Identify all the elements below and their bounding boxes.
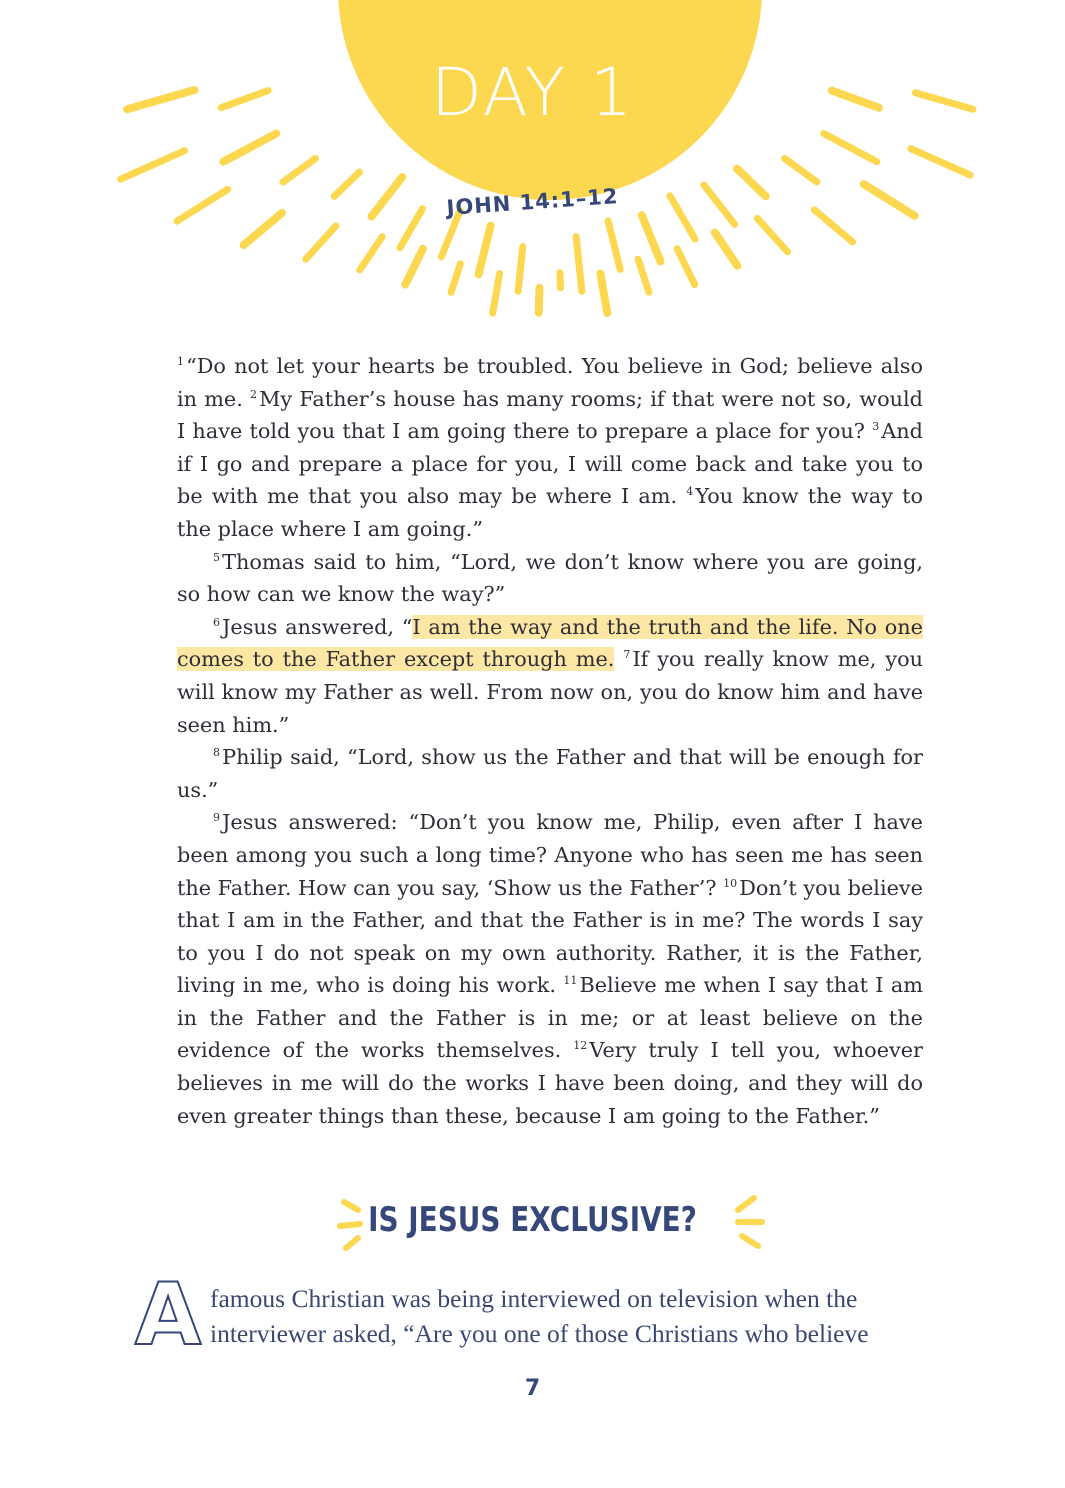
verse-number: 4 bbox=[686, 485, 694, 499]
sun-ray bbox=[518, 247, 523, 292]
verse-number: 7 bbox=[623, 648, 631, 662]
sun-ray bbox=[560, 273, 561, 288]
verse-number: 1 bbox=[177, 355, 184, 368]
sun-ray bbox=[757, 218, 787, 251]
verse-text: Philip said, “Lord, show us the Father and that will be enough for us.” bbox=[177, 745, 923, 802]
section-body-text: famous Christian was being interviewed on television when the interviewer asked, “Are you one of those Christians who believe bbox=[210, 1284, 869, 1348]
scripture-paragraph-5 bbox=[177, 806, 923, 1132]
sun-ray bbox=[814, 210, 852, 242]
sun-ray bbox=[405, 249, 423, 285]
passage-reference: JOHN 14:1–12 bbox=[445, 184, 620, 220]
sun-ray bbox=[334, 172, 359, 196]
sun-ray bbox=[493, 274, 500, 313]
verse-text: You know the way to the place where I am going.” bbox=[177, 484, 923, 541]
sun-ray bbox=[283, 159, 315, 183]
verse-text: And if I go and prepare a place for you, I will come back and take you to be with me that you also may be where I am. bbox=[177, 419, 923, 509]
sun-ray bbox=[677, 249, 695, 285]
page-number: 7 bbox=[524, 1376, 541, 1401]
verse-number: 12 bbox=[573, 1039, 588, 1053]
drop-cap-letter: A bbox=[134, 1265, 202, 1365]
scripture-paragraph-2 bbox=[177, 546, 923, 611]
sun-ray bbox=[715, 233, 737, 266]
day-title: DAY 1 bbox=[431, 54, 634, 131]
verse-number: 2 bbox=[250, 387, 258, 401]
sun-ray bbox=[638, 259, 649, 292]
sun-ray bbox=[824, 134, 877, 162]
verse-text: My Father’s house has many rooms; if that were not so, would I have told you that I am going there to prepare a place for you? bbox=[177, 386, 923, 444]
verse-text: If you really know me, you will know my Father as well. From now on, you do know him and have seen him.” bbox=[177, 647, 923, 737]
scripture-passage bbox=[177, 350, 923, 1132]
section-title: IS JESUS EXCLUSIVE? bbox=[368, 1200, 697, 1240]
verse-number: 8 bbox=[213, 746, 220, 760]
scripture-paragraph-1 bbox=[177, 350, 923, 546]
sun-ray bbox=[608, 221, 620, 270]
sun-ray bbox=[223, 134, 276, 162]
verse-number: 6 bbox=[213, 615, 220, 629]
scripture-paragraph-3 bbox=[177, 611, 923, 741]
sun-ray bbox=[306, 226, 336, 259]
sun-ray bbox=[539, 288, 540, 313]
sun-ray bbox=[576, 237, 582, 292]
verse-text: Believe me when I say that I am in the Father and the Father is in me; or at least believe on the evidence of the works themselves. bbox=[177, 973, 923, 1063]
verse-number: 10 bbox=[723, 876, 738, 890]
section-heading bbox=[0, 1196, 1065, 1256]
verse-number: 5 bbox=[213, 550, 220, 564]
sun-ray bbox=[642, 215, 661, 261]
sun-ray bbox=[360, 237, 382, 270]
highlighted-verse-text: I am the way and the truth and the life. No one comes to the Father except through me. bbox=[177, 614, 923, 672]
verse-number: 3 bbox=[872, 420, 880, 434]
sun-ray bbox=[121, 151, 185, 180]
scripture-paragraph-4 bbox=[177, 741, 923, 806]
sun-ray bbox=[451, 264, 460, 293]
sun-ray bbox=[479, 226, 491, 275]
verse-text: Thomas said to him, “Lord, we don’t know where you are going, so how can we know the way?” bbox=[177, 549, 923, 607]
verse-text: “Do not let your hearts be troubled. You believe in God; believe also in me. bbox=[177, 354, 923, 411]
sun-ray bbox=[600, 274, 607, 313]
verse-text: Jesus answered: “Don’t you know me, Philip, even after I have been among you such a long time? Anyone who has seen me has seen the Father. How can you say, ‘Show us the Father’? bbox=[177, 810, 923, 900]
sparkle-right-icon bbox=[728, 1188, 772, 1252]
verse-text: Jesus answered, “ bbox=[222, 614, 413, 639]
drop-cap bbox=[134, 1265, 202, 1365]
verse-text: Very truly I tell you, whoever believes in me will do the works I have been doing, and they will do even greater things than these, because I am going to the Father.” bbox=[177, 1038, 923, 1128]
verse-number: 9 bbox=[213, 811, 220, 825]
verse-text: Don’t you believe that I am in the Father, and that the Father is in me? The words I say to you I do not speak on my own authority. Rather, it is the Father, living in me, who is doing his work. bbox=[177, 875, 923, 998]
verse-number: 11 bbox=[563, 974, 578, 988]
